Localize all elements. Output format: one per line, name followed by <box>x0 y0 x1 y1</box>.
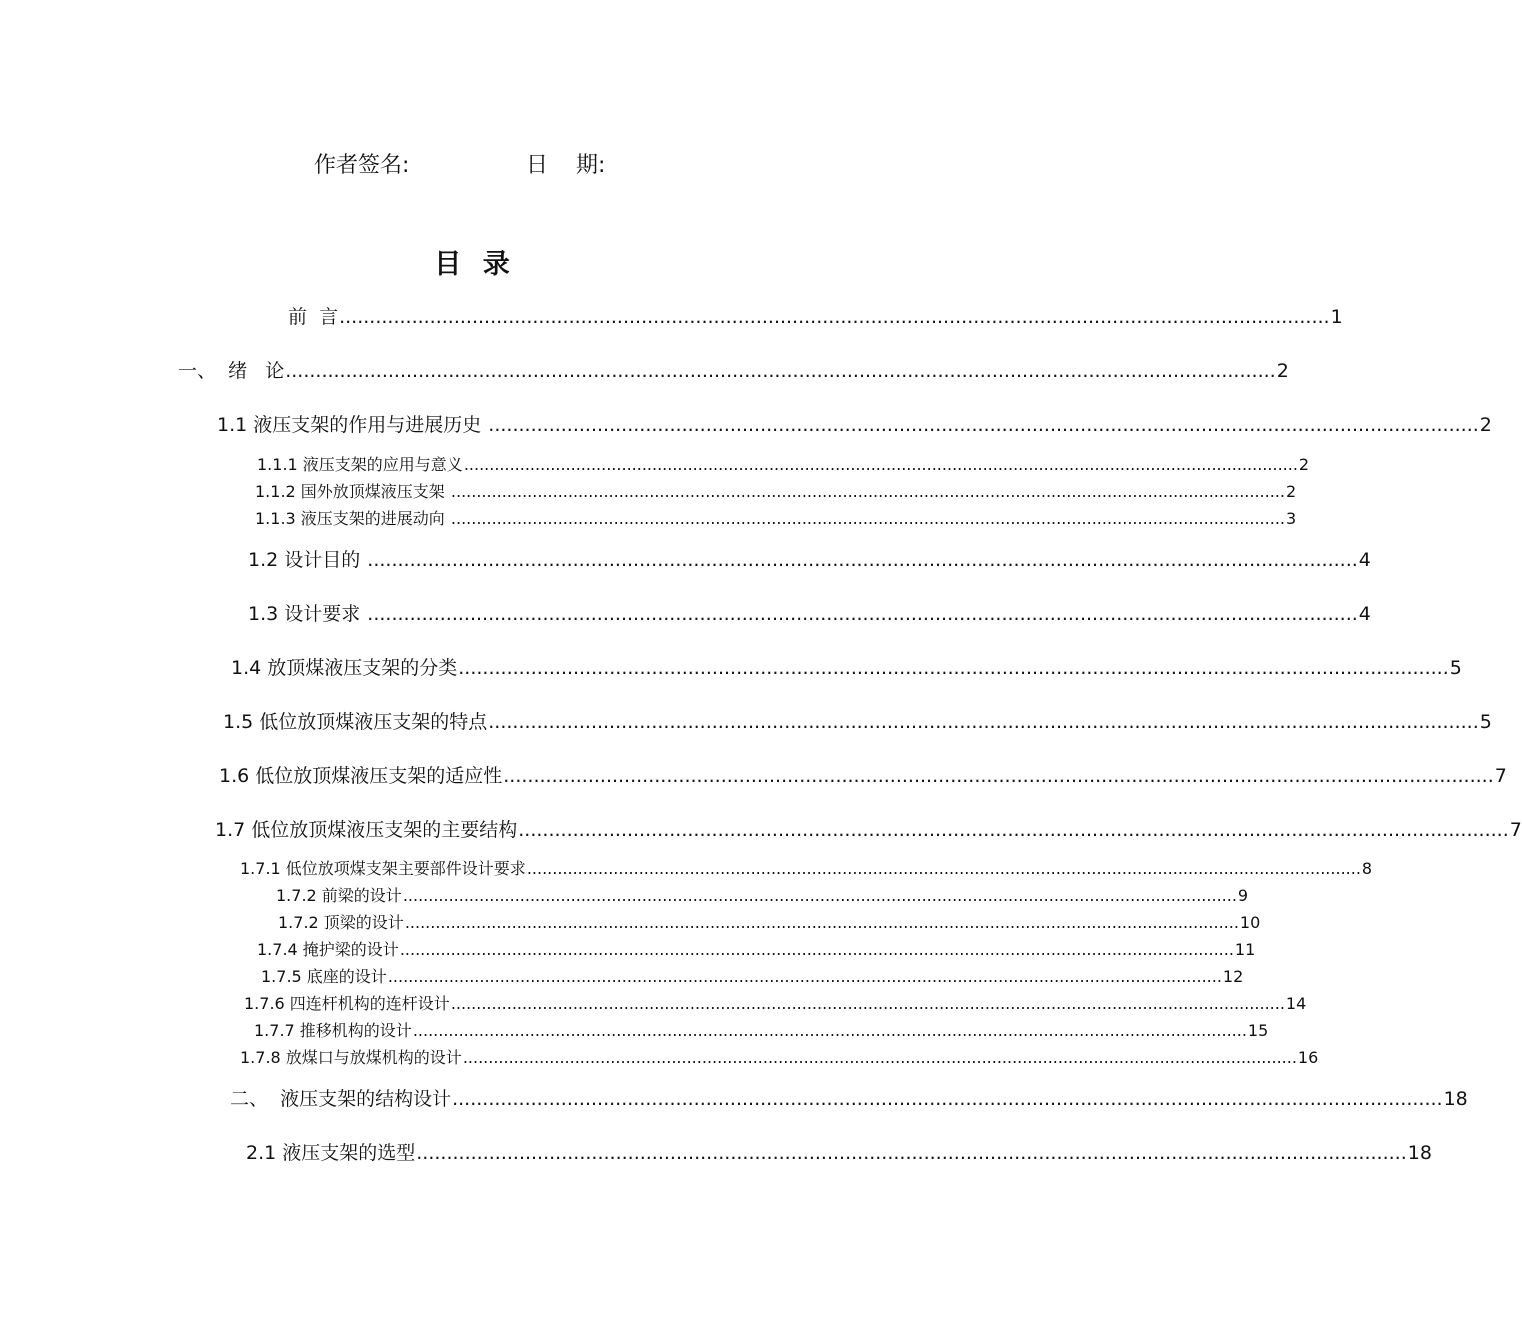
toc-entry[interactable] <box>276 883 1249 906</box>
toc-entry[interactable] <box>244 991 1307 1014</box>
toc-entry-label: 1.7.7 推移机构的设计 <box>254 1021 412 1040</box>
toc-leader-dots: .................................................................................................................................................................... <box>412 1021 1247 1040</box>
toc-entry-label: 1.4 放顶煤液压支架的分类 <box>231 657 458 679</box>
toc-entry[interactable] <box>178 356 1289 383</box>
toc-entry-label: 1.7.8 放煤口与放煤机构的设计 <box>240 1048 462 1067</box>
toc-page-number: 4 <box>1358 549 1371 571</box>
toc-entry[interactable] <box>223 707 1492 734</box>
toc-entry[interactable] <box>215 815 1522 842</box>
toc-entry-label: 1.1.1 液压支架的应用与意义 <box>257 455 463 474</box>
toc-entry[interactable] <box>278 910 1261 933</box>
toc-entry-label: 1.7.1 低位放项煤支架主要部件设计要求 <box>240 859 526 878</box>
toc-entry[interactable] <box>219 761 1507 788</box>
toc-entry-label: 一、 绪 论 <box>178 360 285 382</box>
toc-entry[interactable] <box>257 937 1256 960</box>
toc-page-number: 3 <box>1285 509 1297 528</box>
toc-leader-dots: .................................................................................................................................................................... <box>462 1048 1297 1067</box>
toc-leader-dots: .................................................................................................................................................................... <box>404 913 1239 932</box>
toc-leader-dots: .................................................................................................................................................................... <box>450 509 1285 528</box>
toc-leader-dots: .................................................................................................................................................................... <box>503 765 1494 787</box>
toc-entry-label: 前 言 <box>288 306 339 328</box>
toc-leader-dots: .................................................................................................................................................................... <box>402 886 1237 905</box>
toc-leader-dots: .................................................................................................................................................................... <box>285 360 1276 382</box>
toc-entry[interactable] <box>255 479 1297 502</box>
toc-page-number: 14 <box>1285 994 1307 1013</box>
toc-page-number: 18 <box>1407 1142 1432 1164</box>
toc-page-number: 9 <box>1237 886 1249 905</box>
toc-leader-dots: .................................................................................................................................................................... <box>339 306 1330 328</box>
toc-leader-dots: .................................................................................................................................................................... <box>416 1142 1407 1164</box>
toc-entry[interactable] <box>257 452 1310 475</box>
toc-page-number: 5 <box>1449 657 1462 679</box>
toc-page-number: 4 <box>1358 603 1371 625</box>
toc-entry[interactable] <box>255 506 1297 529</box>
toc-page-number: 2 <box>1276 360 1289 382</box>
toc-page-number: 18 <box>1443 1088 1468 1110</box>
toc-entry-label: 1.7 低位放顶煤液压支架的主要结构 <box>215 819 518 841</box>
toc-entry-label: 1.7.6 四连杆机构的连杆设计 <box>244 994 450 1013</box>
toc-leader-dots: .................................................................................................................................................................... <box>367 549 1358 571</box>
date-label: 日 期: <box>526 153 606 178</box>
toc-entry-label: 二、 液压支架的结构设计 <box>230 1088 452 1110</box>
toc-page-number: 7 <box>1509 819 1522 841</box>
toc-entry[interactable] <box>248 545 1371 572</box>
toc-leader-dots: .................................................................................................................................................................... <box>488 711 1479 733</box>
toc-leader-dots: .................................................................................................................................................................... <box>488 414 1479 436</box>
toc-title: 目 录 <box>434 249 516 280</box>
toc-leader-dots: .................................................................................................................................................................... <box>367 603 1358 625</box>
toc-page-number: 16 <box>1297 1048 1319 1067</box>
toc-entry-label: 1.3 设计要求 <box>248 603 367 625</box>
toc-entry[interactable] <box>248 599 1371 626</box>
toc-page-number: 5 <box>1479 711 1492 733</box>
toc-leader-dots: .................................................................................................................................................................... <box>387 967 1222 986</box>
toc-entry-label: 1.7.5 底座的设计 <box>261 967 387 986</box>
toc-page-number: 8 <box>1361 859 1373 878</box>
toc-entry[interactable] <box>261 964 1244 987</box>
toc-entry[interactable] <box>254 1018 1269 1041</box>
toc-entry-label: 1.5 低位放顶煤液压支架的特点 <box>223 711 488 733</box>
toc-page-number: 2 <box>1285 482 1297 501</box>
toc-entry[interactable] <box>240 856 1373 879</box>
toc-entry-label: 1.6 低位放顶煤液压支架的适应性 <box>219 765 503 787</box>
toc-page-number: 2 <box>1479 414 1492 436</box>
toc-page-number: 2 <box>1298 455 1310 474</box>
toc-entry-label: 1.7.2 顶梁的设计 <box>278 913 404 932</box>
toc-leader-dots: .................................................................................................................................................................... <box>450 482 1285 501</box>
toc-leader-dots: .................................................................................................................................................................... <box>452 1088 1443 1110</box>
toc-entry[interactable] <box>240 1045 1319 1068</box>
toc-entry[interactable] <box>217 410 1492 437</box>
toc-entry-label: 1.1 液压支架的作用与进展历史 <box>217 414 488 436</box>
toc-entry[interactable] <box>230 1084 1468 1111</box>
toc-entry[interactable] <box>246 1138 1432 1165</box>
toc-page-number: 12 <box>1222 967 1244 986</box>
signature-line <box>314 148 606 179</box>
toc-leader-dots: .................................................................................................................................................................... <box>399 940 1234 959</box>
toc-leader-dots: .................................................................................................................................................................... <box>518 819 1509 841</box>
toc-page-number: 7 <box>1494 765 1507 787</box>
toc-entry-label: 1.7.2 前梁的设计 <box>276 886 402 905</box>
toc-entry[interactable] <box>231 653 1462 680</box>
toc-page-number: 1 <box>1330 306 1343 328</box>
toc-page-number: 11 <box>1234 940 1256 959</box>
toc-page-number: 10 <box>1239 913 1261 932</box>
toc-entry-label: 2.1 液压支架的选型 <box>246 1142 416 1164</box>
toc-leader-dots: .................................................................................................................................................................... <box>458 657 1449 679</box>
toc-page-number: 15 <box>1247 1021 1269 1040</box>
toc-leader-dots: .................................................................................................................................................................... <box>463 455 1298 474</box>
toc-entry[interactable] <box>288 302 1343 329</box>
toc-leader-dots: .................................................................................................................................................................... <box>450 994 1285 1013</box>
toc-entry-label: 1.7.4 掩护梁的设计 <box>257 940 399 959</box>
toc-leader-dots: .................................................................................................................................................................... <box>526 859 1361 878</box>
author-signature-label: 作者签名: <box>314 153 410 178</box>
toc-entry-label: 1.1.2 国外放顶煤液压支架 <box>255 482 450 501</box>
toc-entry-label: 1.2 设计目的 <box>248 549 367 571</box>
toc-entry-label: 1.1.3 液压支架的进展动向 <box>255 509 450 528</box>
